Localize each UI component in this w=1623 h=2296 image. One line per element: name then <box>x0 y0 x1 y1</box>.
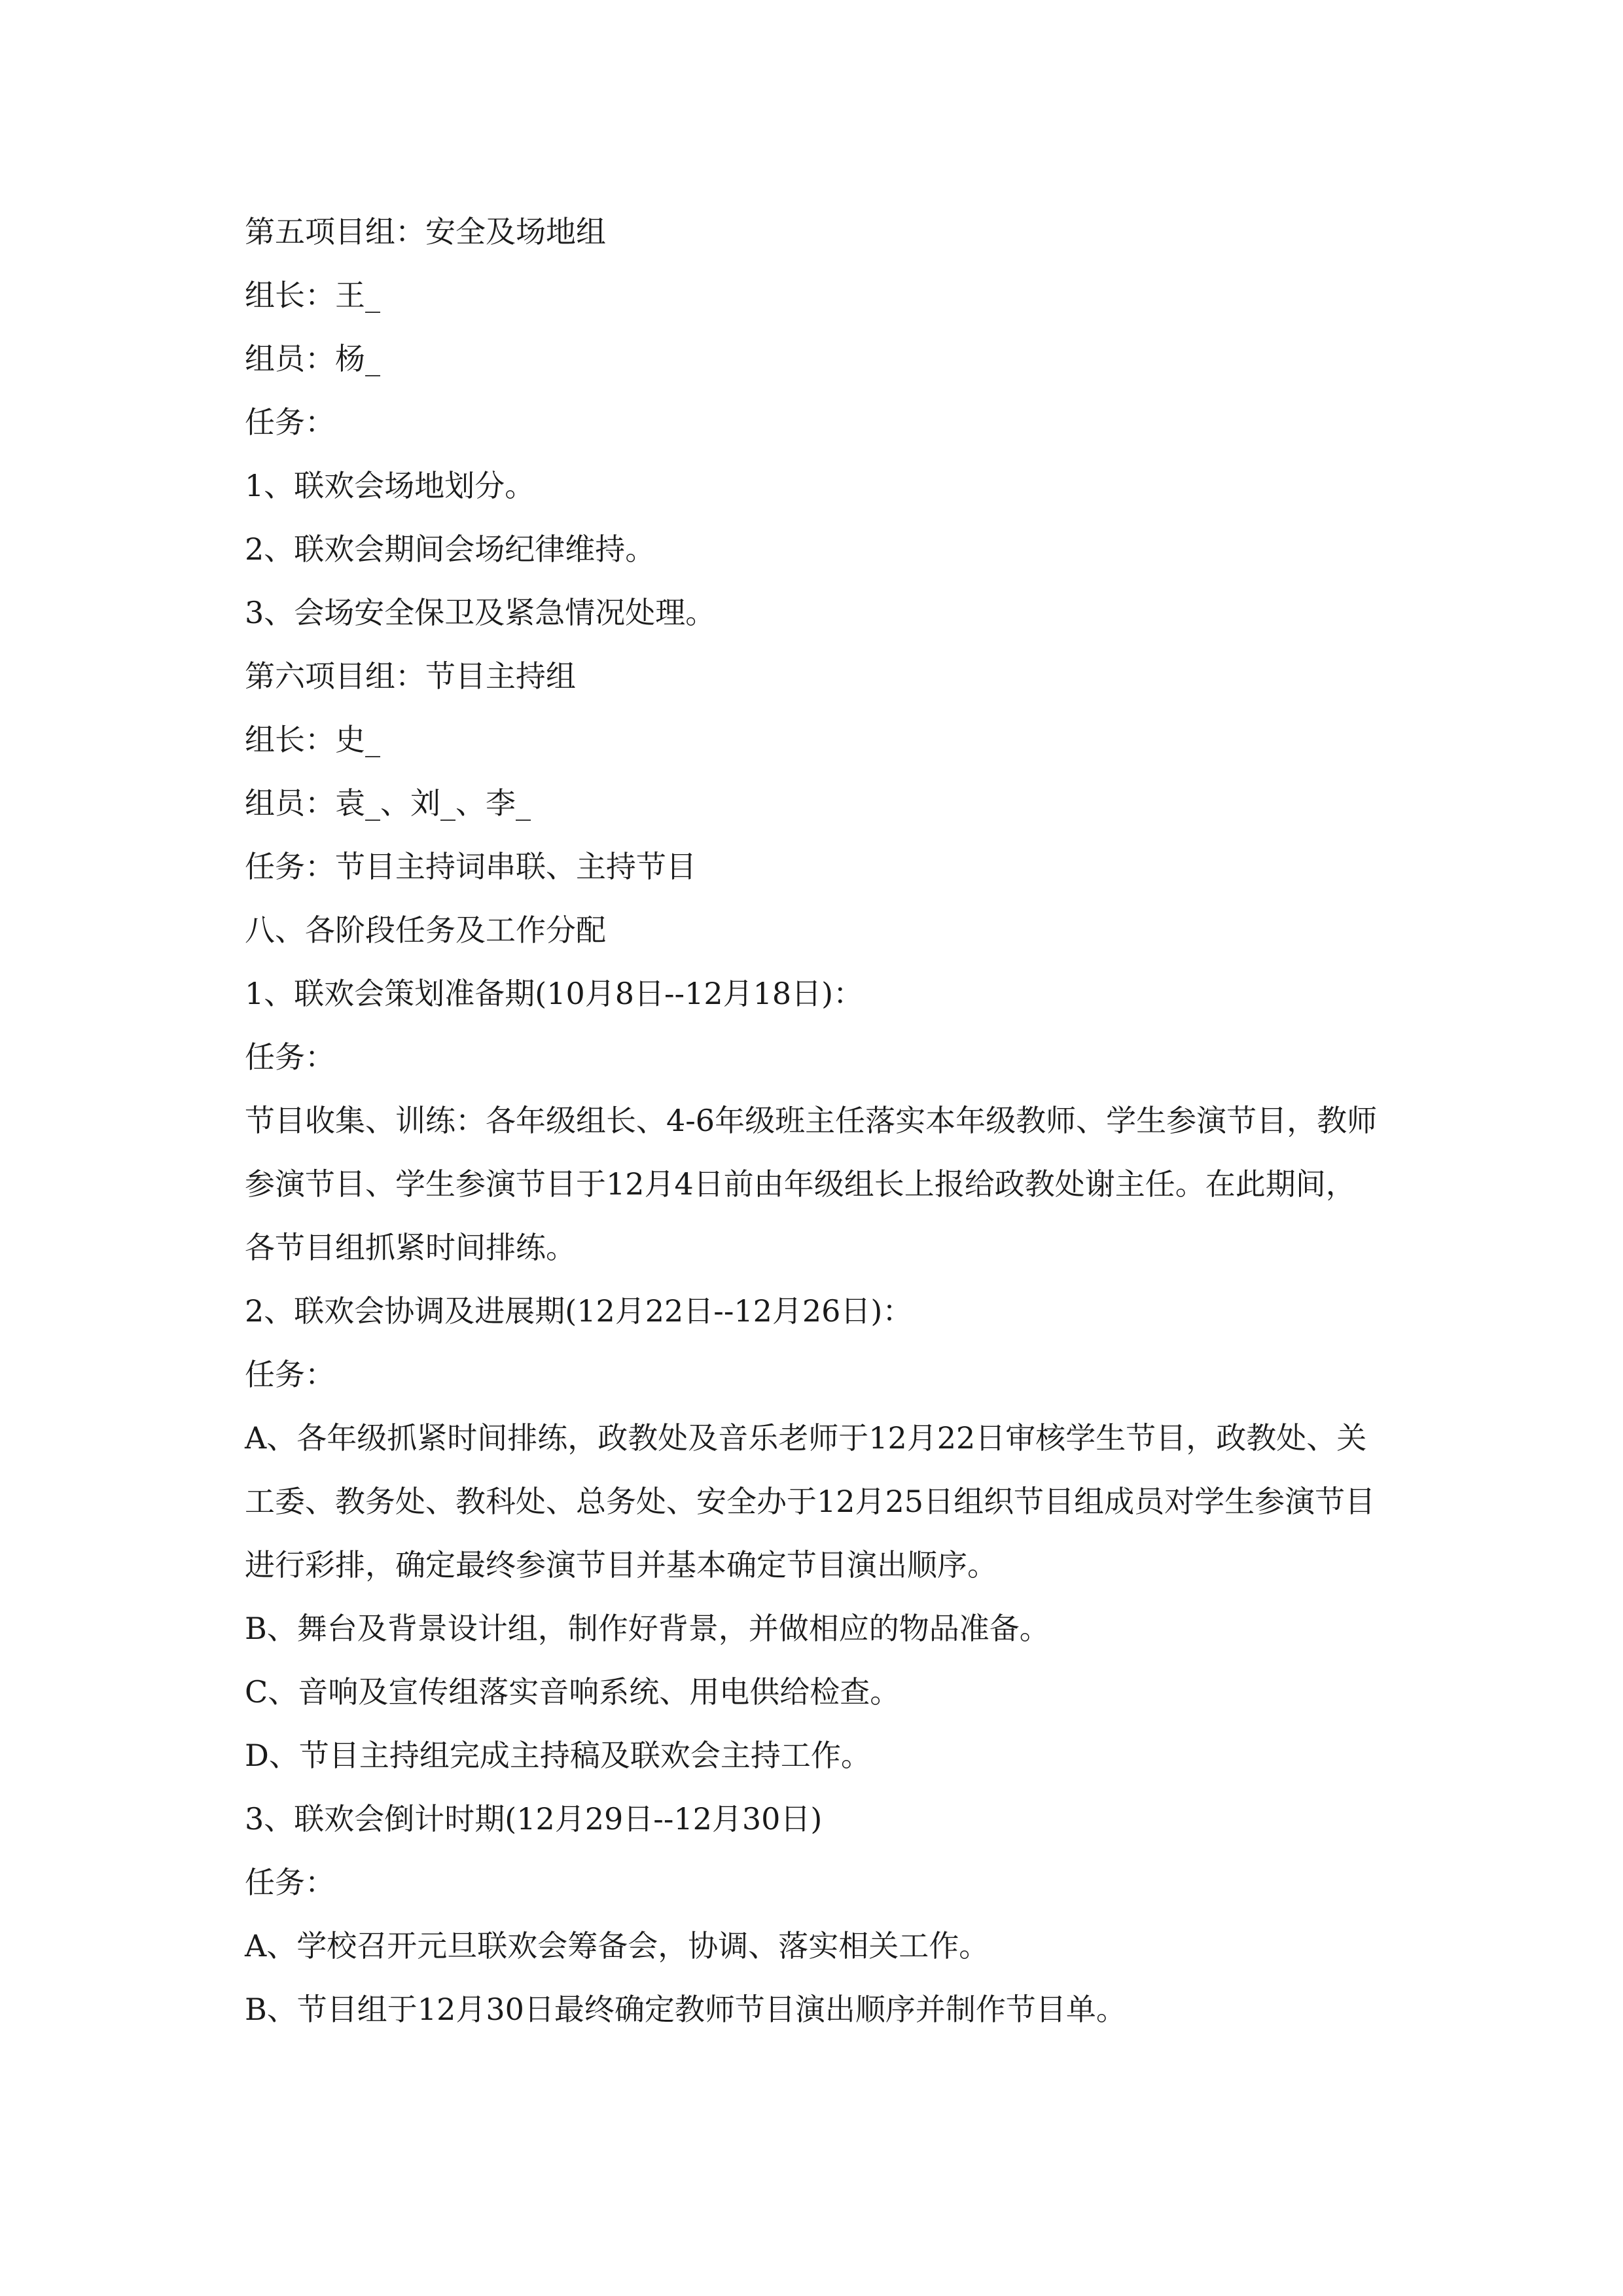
group5-task-2: 2、联欢会期间会场纪律维持。 <box>245 531 656 567</box>
phase-2-item-d: D、节目主持组完成主持稿及联欢会主持工作。 <box>245 1738 871 1773</box>
phase-1-paragraph: 节目收集、训练：各年级组长、4-6年级班主任落实本年级教师、学生参演节目，教师参演节目、学生参演节目于12月4日前由年级组长上报给政教处谢主任。在此期间，各节目组抓紧时间排练。 <box>245 1103 1378 1265</box>
phase-1-tasks-label: 任务： <box>245 1039 335 1075</box>
group6-tasks: 任务：节目主持词串联、主持节目 <box>245 849 696 884</box>
phase-3-tasks-label: 任务： <box>245 1865 335 1900</box>
phase-3-heading: 3、联欢会倒计时期(12月29日--12月30日) <box>245 1801 823 1837</box>
group6-leader: 组长：史_ <box>245 722 380 757</box>
phase-2-paragraph-a: A、各年级抓紧时间排练，政教处及音乐老师于12月22日审核学生节目，政教处、关工委、教务处、教科处、总务处、安全办于12月25日组织节目组成员对学生参演节目进行彩排，确定最终参演节目并基本确定节目演出顺序。 <box>245 1420 1376 1583</box>
group5-task-1: 1、联欢会场地划分。 <box>245 468 535 503</box>
section-heading-phases: 八、各阶段任务及工作分配 <box>245 912 606 948</box>
group5-tasks-label: 任务： <box>245 404 335 440</box>
document-body <box>245 200 1380 2041</box>
section-heading-group5: 第五项目组：安全及场地组 <box>245 214 606 249</box>
section-heading-group6: 第六项目组：节目主持组 <box>245 658 576 694</box>
group5-leader: 组长：王_ <box>245 278 380 313</box>
group5-members: 组员：杨_ <box>245 341 380 376</box>
phase-3-item-b: B、节目组于12月30日最终确定教师节目演出顺序并制作节目单。 <box>245 1992 1126 2027</box>
group5-task-3: 3、会场安全保卫及紧急情况处理。 <box>245 595 716 630</box>
phase-2-tasks-label: 任务： <box>245 1357 335 1392</box>
phase-2-item-b: B、舞台及背景设计组，制作好背景，并做相应的物品准备。 <box>245 1611 1050 1646</box>
phase-1-heading: 1、联欢会策划准备期(10月8日--12月18日)： <box>245 976 864 1011</box>
group6-members: 组员：袁_、刘_、李_ <box>245 785 531 821</box>
phase-2-item-c: C、音响及宣传组落实音响系统、用电供给检查。 <box>245 1674 901 1710</box>
phase-2-heading: 2、联欢会协调及进展期(12月22日--12月26日)： <box>245 1293 913 1329</box>
phase-3-item-a: A、学校召开元旦联欢会筹备会，协调、落实相关工作。 <box>245 1928 990 1964</box>
